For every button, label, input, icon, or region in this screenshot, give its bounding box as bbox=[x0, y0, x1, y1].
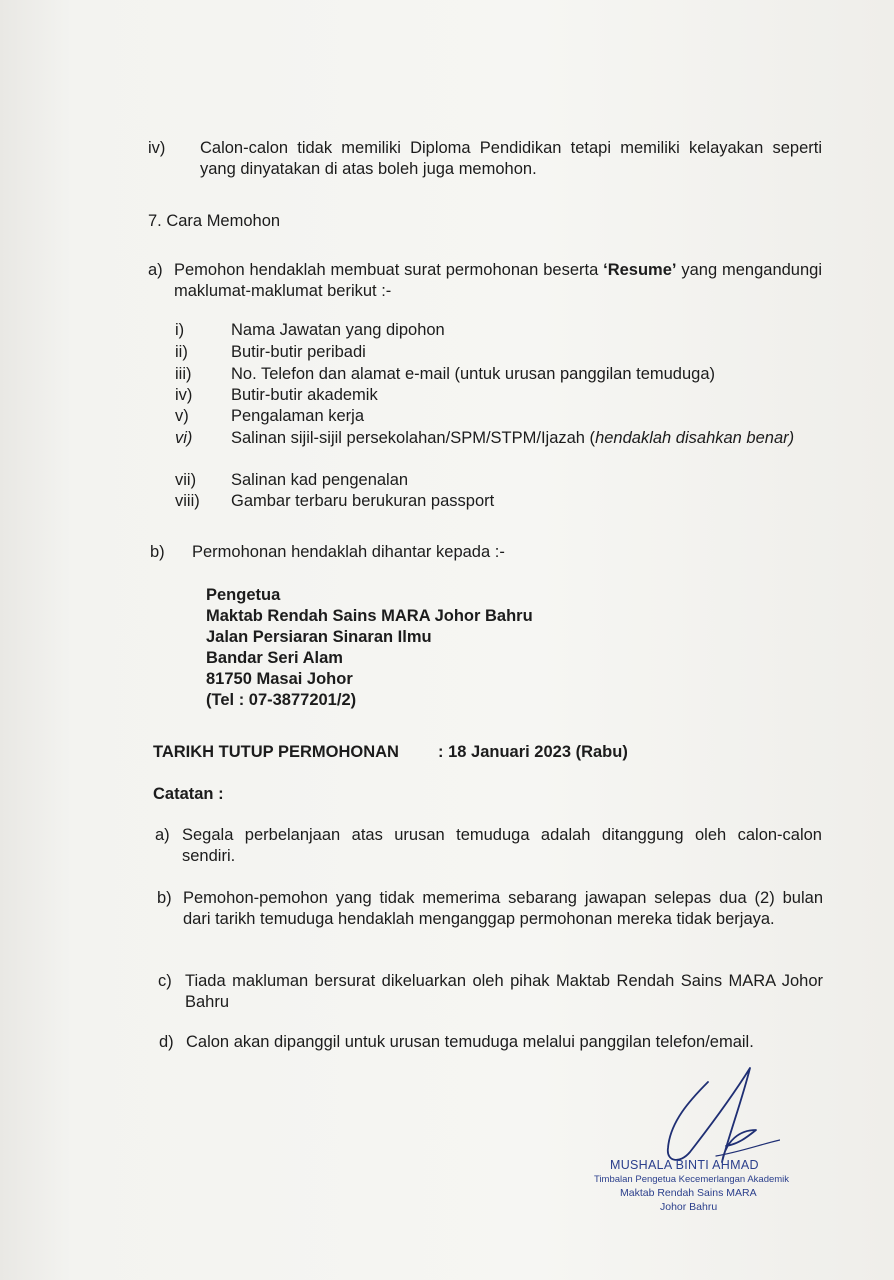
signature-block bbox=[590, 1060, 800, 1220]
resume-keyword: ‘Resume’ bbox=[603, 261, 677, 279]
signatory-name: MUSHALA BINTI AHMAD bbox=[610, 1158, 759, 1172]
address-line: Bandar Seri Alam bbox=[206, 649, 343, 667]
note-item: Calon akan dipanggil untuk urusan temuduga melalui panggilan telefon/email. bbox=[186, 1033, 754, 1051]
list-prefix: a) bbox=[148, 261, 163, 279]
document-page: iv) Calon-calon tidak memiliki Diploma Pendidikan tetapi memiliki kelayakan seperti yang dinyatakan di atas boleh juga memohon. 7. Cara Memohon a) Pemohon hendaklah membuat surat permohonan beserta ‘Resume’ yang mengandungi maklumat-maklumat berikut :- i) Nama Jawatan yang dipohon ii) Butir-butir peribadi iii) No. Telefon dan alamat e-mail (untuk urusan panggilan temuduga) iv) Butir-butir akademik v) Pengalaman kerja vi) Salinan sijil-sijil persekolahan/SPM/STPM/Ijazah (hendaklah disahkan benar) vii) Salinan kad pengenalan viii) Gambar terbaru berukuran passport b) Permohonan hendaklah dihantar kepada :- Pengetua Maktab Rendah Sains MARA Johor Bahru Jalan Persiaran Sinaran Ilmu Bandar Seri Alam 81750 Masai Johor (Tel : 07-3877201/2) TARIKH TUTUP PERMOHONAN : 18 Januari 2023 (Rabu) Catatan : a) Segala perbelanjaan atas urusan temuduga adalah ditanggung oleh calon-calon sendiri. b) Pemohon-pemohon yang tidak memerima sebarang jawapan selepas dua (2) bulan dari tarikh temuduga hendaklah menganggap permohonan mereka tidak berjaya. c) Tiada makluman bersurat dikeluarkan oleh pihak Maktab Rendah Sains MARA Johor Bahru d) Calon akan dipanggil untuk urusan temuduga melalui panggilan telefon/email. MUSHALA BINTI AHMAD Timbalan Pengetua Kecemerlangan Akademik Maktab Rendah Sains MARA Johor Bahru bbox=[0, 0, 894, 1280]
address-line: (Tel : 07-3877201/2) bbox=[206, 691, 357, 709]
mailing-address bbox=[206, 585, 533, 711]
application-instructions: Pemohon hendaklah membuat surat permohonan beserta ‘Resume’ yang mengandungi maklumat-maklumat berikut :- bbox=[174, 261, 823, 300]
eligibility-paragraph: Calon-calon tidak memiliki Diploma Pendidikan tetapi memiliki kelayakan seperti yang dinyatakan di atas boleh juga memohon. bbox=[200, 139, 822, 178]
note-prefix: d) bbox=[159, 1033, 174, 1051]
closing-date-label: TARIKH TUTUP PERMOHONAN bbox=[153, 743, 399, 761]
list-prefix: b) bbox=[150, 543, 165, 561]
note-item: Pemohon-pemohon yang tidak memerima sebarang jawapan selepas dua (2) bulan dari tarikh temuduga hendaklah menganggap permohonan mereka tidak berjaya. bbox=[183, 889, 823, 928]
section-heading: 7. Cara Memohon bbox=[148, 212, 281, 230]
note-item: Tiada makluman bersurat dikeluarkan oleh pihak Maktab Rendah Sains MARA Johor Bahru bbox=[185, 972, 823, 1011]
note-item: Segala perbelanjaan atas urusan temuduga adalah ditanggung oleh calon-calon sendiri. bbox=[182, 826, 822, 865]
signatory-organization: Maktab Rendah Sains MARA bbox=[620, 1187, 757, 1199]
submission-instruction: Permohonan hendaklah dihantar kepada :- bbox=[192, 543, 505, 561]
address-line: Pengetua bbox=[206, 586, 281, 604]
address-line: Maktab Rendah Sains MARA Johor Bahru bbox=[206, 607, 533, 625]
signature-mark bbox=[630, 1060, 780, 1170]
signatory-location: Johor Bahru bbox=[660, 1201, 718, 1213]
note-prefix: a) bbox=[155, 826, 170, 844]
notes-heading: Catatan : bbox=[153, 785, 224, 803]
note-prefix: b) bbox=[157, 889, 172, 907]
signatory-title: Timbalan Pengetua Kecemerlangan Akademik bbox=[594, 1174, 790, 1185]
list-number: iv) bbox=[148, 139, 166, 157]
note-prefix: c) bbox=[158, 972, 172, 990]
address-line: 81750 Masai Johor bbox=[206, 670, 353, 688]
address-line: Jalan Persiaran Sinaran Ilmu bbox=[206, 628, 432, 646]
closing-date-value: : 18 Januari 2023 (Rabu) bbox=[438, 743, 628, 761]
